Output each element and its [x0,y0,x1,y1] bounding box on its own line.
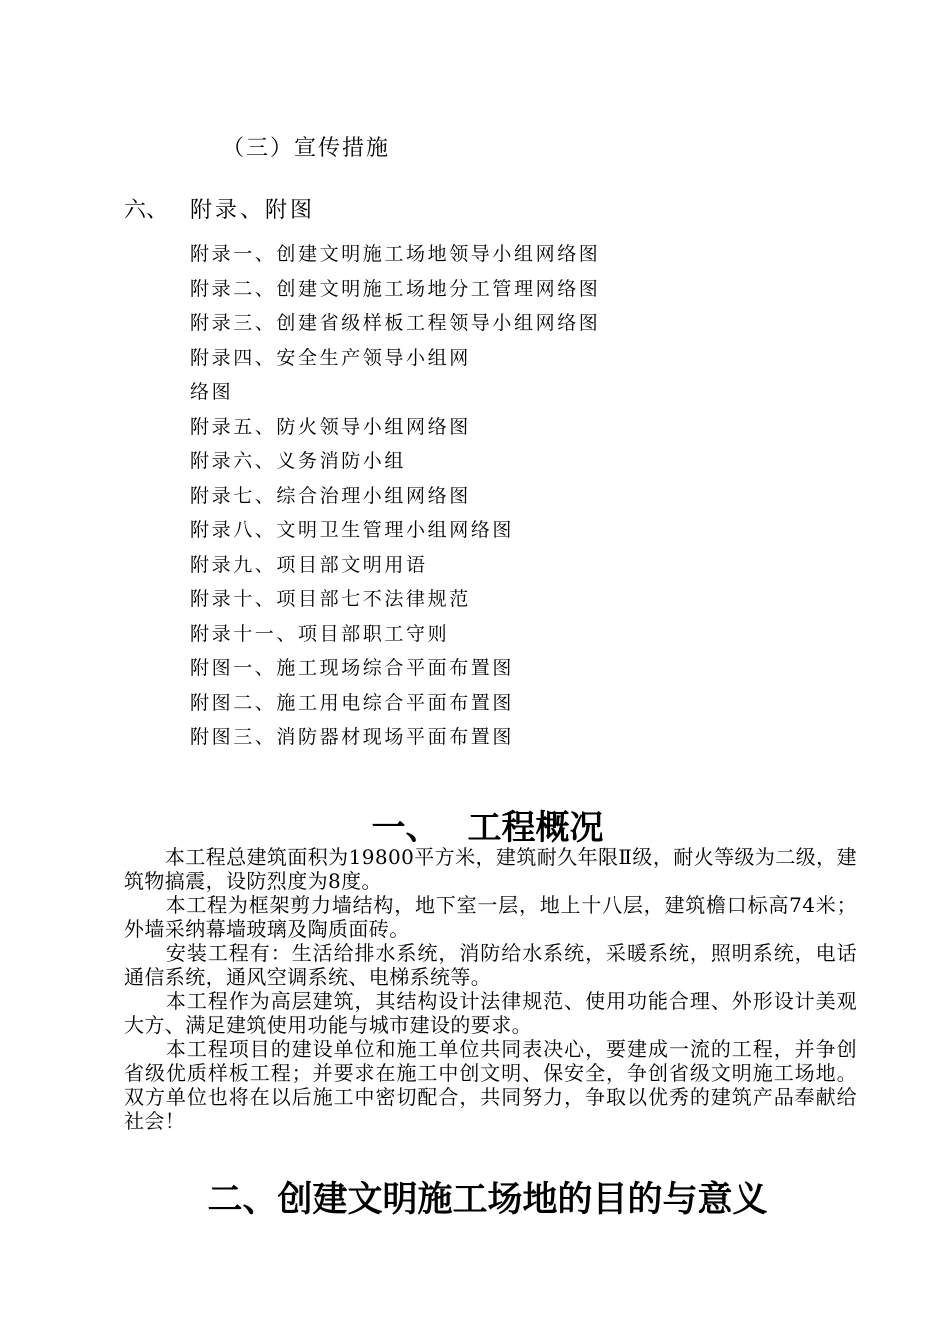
body-paragraph: 安装工程有：生活给排水系统，消防给水系统，采暖系统，照明系统，电话通信系统，通风空调系统、电梯系统等。 [124,941,857,989]
appendix-item: 附录十、项目部七不法律规范 [190,588,471,610]
appendix-item: 附图一、施工现场综合平面布置图 [190,657,515,679]
appendix-list [190,240,600,758]
appendix-item: 附录三、创建省级样板工程领导小组网络图 [190,312,601,334]
appendix-item: 附录五、防火领导小组网络图 [190,415,471,438]
appendix-item: 附录八、文明卫生管理小组网络图 [190,519,515,541]
appendix-item: 附录四、安全生产领导小组网 [190,346,471,369]
body-paragraph: 本工程总建筑面积为19800平方米，建筑耐久年限Ⅱ级，耐火等级为二级，建筑物搞震，设防烈度为8度。 [124,845,857,893]
section-six-number: 六、 [124,198,169,223]
body-paragraph: 本工程作为高层建筑，其结构设计法律规范、使用功能合理、外形设计美观大方、满足建筑使用功能与城市建设的要求。 [124,989,857,1037]
body-paragraph: 本工程为框架剪力墙结构，地下室一层，地上十八层，建筑檐口标高74米；外墙采纳幕墙玻璃及陶质面砖。 [124,893,857,941]
chapter-one-title: 工程概况 [467,808,604,848]
chapter-one-body [124,845,857,1133]
appendix-item: 附录九、项目部文明用语 [190,553,428,576]
appendix-item: 附图三、消防器材现场平面布置图 [190,726,515,748]
appendix-item: 附录一、创建文明施工场地领导小组网络图 [190,243,601,265]
appendix-item: 附录十一、项目部职工守则 [190,622,450,645]
section-six-title: 附录、附图 [190,198,316,223]
toc-sub-heading: （三）宣传措施 [222,136,391,161]
appendix-item: 附图二、施工用电综合平面布置图 [190,691,515,714]
chapter-one-number: 一、 [371,808,440,848]
body-paragraph: 本工程项目的建设单位和施工单位共同表决心，要建成一流的工程，并争创省级优质样板工程；并要求在施工中创文明、保安全，争创省级文明施工场地。双方单位也将在以后施工中密切配合，共同努力，争取以优秀的建筑产品奉献给社会！ [124,1037,857,1133]
chapter-one-heading [0,800,950,849]
chapter-two-heading: 二、创建文明施工场地的目的与意义 [207,1180,768,1220]
appendix-item: 附录六、义务消防小组 [190,450,407,472]
appendix-item: 附录七、综合治理小组网络图 [190,484,471,507]
appendix-item: 附录二、创建文明施工场地分工管理网络图 [190,277,601,300]
appendix-item: 络图 [190,381,234,403]
